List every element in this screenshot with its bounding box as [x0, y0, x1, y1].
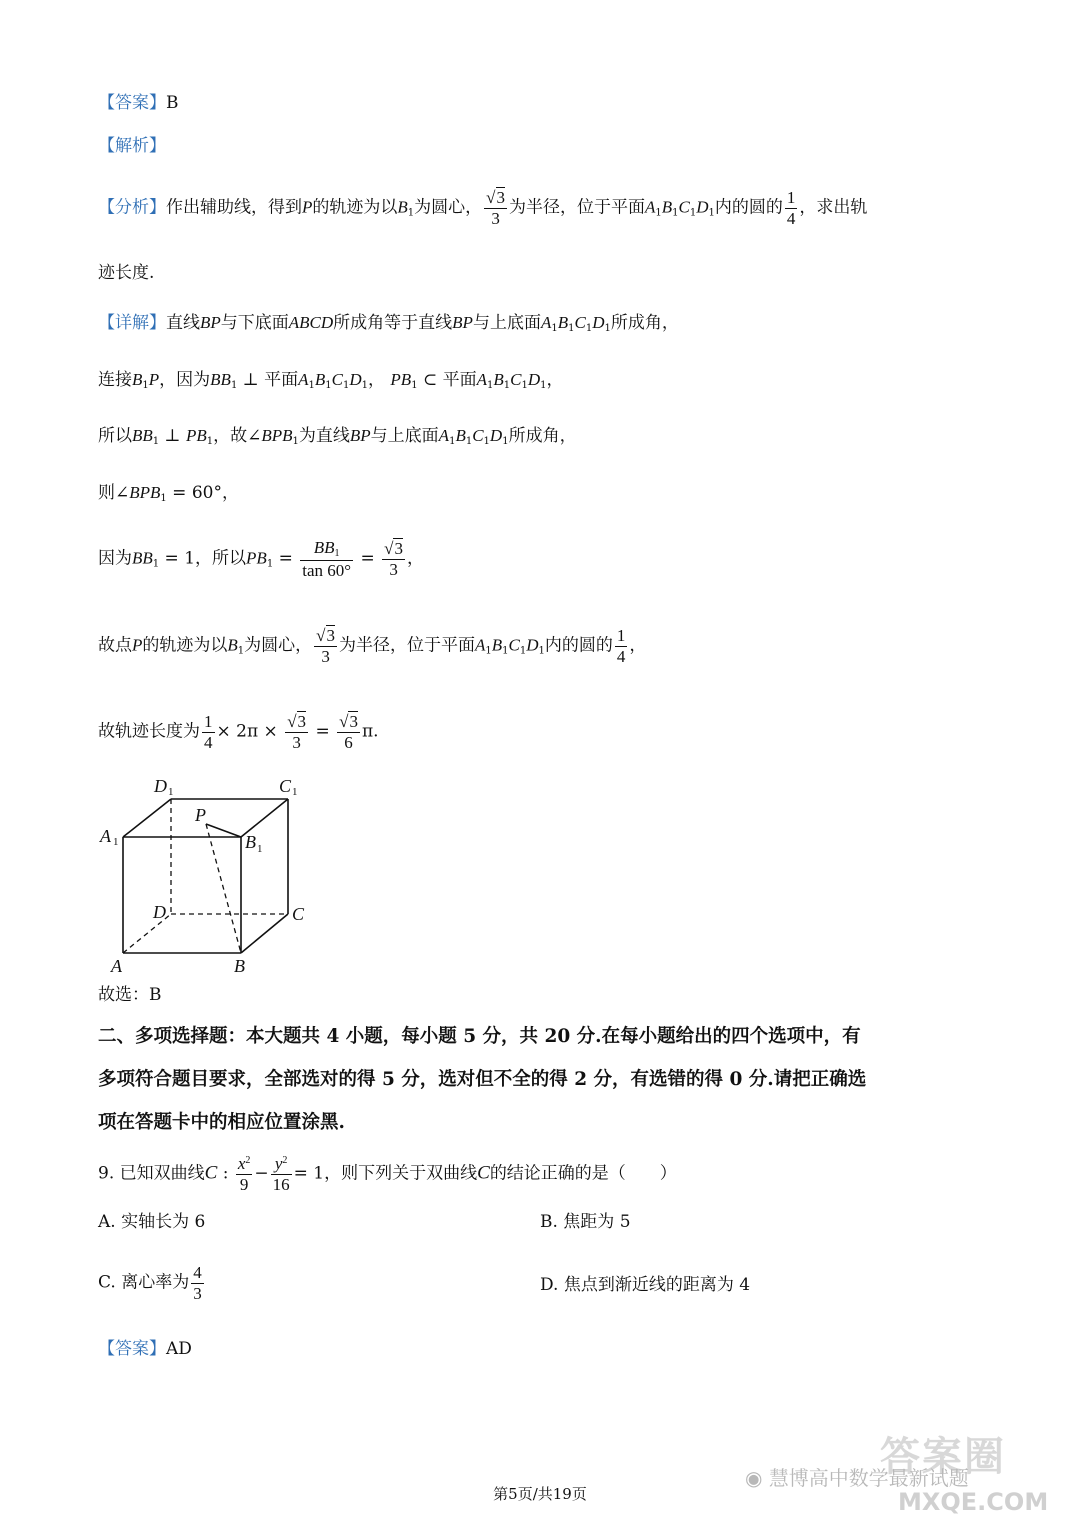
segment-pb1: [206, 824, 241, 837]
text: ，所以: [195, 548, 247, 569]
text: ，: [546, 370, 564, 390]
text: ，: [368, 370, 386, 390]
label-a: A: [111, 956, 122, 976]
option-c-text: C. 离心率为: [98, 1272, 190, 1293]
option-b: B. 焦距为 5: [540, 1212, 631, 1232]
segment-pb-hidden: [206, 824, 241, 953]
section2-line1: 二、多项选择题：本大题共 4 小题，每小题 5 分，共 20 分.在每小题给出的四个选项中，有: [98, 1026, 861, 1047]
text: 所成角，: [508, 426, 577, 446]
label-sub: 1: [168, 786, 174, 798]
y2-over-16: $\frac{y^2}{16}$: [272, 1154, 290, 1194]
xiangjie-line-1: 【详解】直线BP与下底面ABCD所成角等于直线BP与上底面$A_1B_1C_1D_1$所成角，: [98, 313, 679, 334]
label-b1: B: [245, 832, 256, 852]
text: 内的圆的: [544, 635, 613, 656]
one-quarter: $\frac{1}{4}$: [786, 188, 796, 228]
text: 故轨迹长度为: [98, 721, 200, 742]
analysis-tag: 【解析】: [98, 136, 166, 156]
answer2-line: [98, 1341, 192, 1358]
wechat-icon: ◉: [745, 1466, 763, 1490]
q9-num: 9. 已知双曲线: [98, 1163, 205, 1184]
guxuan: 故选：B: [98, 985, 162, 1005]
text: 与下底面: [220, 313, 289, 333]
text: 为圆心，: [244, 635, 313, 656]
watermark-logo: 答案圈: [880, 1434, 1006, 1480]
watermark-site: MXQE.COM: [898, 1488, 1049, 1516]
sqrt3-over-3: $\frac{√3}{3}$: [384, 538, 403, 579]
text: 所以: [98, 426, 132, 446]
answer-tag: 【答案】: [98, 93, 166, 113]
text: .: [373, 721, 379, 742]
text: ，: [221, 483, 239, 503]
text: 与上底面: [370, 426, 439, 446]
text: 为圆心，: [414, 197, 483, 218]
edge-a1d1: [123, 799, 171, 837]
label-a1: A: [100, 826, 111, 846]
one-quarter: $\frac{1}{4}$: [204, 712, 213, 752]
label-c1: C: [279, 776, 292, 796]
text: 作出辅助线，得到: [166, 197, 302, 218]
sqrt3-over-3: $\frac{√3}{3}$: [486, 188, 505, 228]
label-sub: 1: [292, 786, 298, 798]
xiangjie-line-6: 故点P的轨迹为以$B_1$为圆心， $\frac{√3}{3}$ 为半径，位于平面$A_1B_1C_1D_1$内的圆的 $\frac{1}{4}$ ，: [98, 626, 647, 666]
xiangjie-line-4: 则$\angle BPB_1 = 60^\circ$，: [98, 483, 239, 504]
watermark-account-text: 慧博高中数学最新试题: [768, 1466, 969, 1490]
text: ，因为: [159, 370, 211, 390]
cube-figure: [96, 772, 326, 982]
label-d: D: [153, 902, 166, 922]
fenxi-tag: 【分析】: [98, 197, 166, 218]
sqrt3-over-3: $\frac{√3}{3}$: [316, 626, 335, 666]
text: ，则下列关于双曲线: [324, 1163, 478, 1184]
text: 与上底面: [472, 313, 541, 333]
sqrt3-over-3: $\frac{√3}{3}$: [287, 712, 307, 752]
label-b: B: [234, 956, 245, 976]
xiangjie-line-5: 因为$BB_1 = 1$，所以$PB_1$ = $\frac{BB_1}{\tan 60^\circ}$ = $\frac{√3}{3}$ ，: [98, 538, 424, 580]
answer2-value: AD: [166, 1339, 192, 1359]
text: ，求出轨: [799, 197, 868, 218]
label-d1: D: [154, 776, 167, 796]
text: 内的圆的: [714, 197, 783, 218]
text: 因为: [98, 548, 132, 569]
edge-bc: [241, 914, 288, 953]
answer-line: [98, 95, 179, 112]
xiangjie-line-7: 故轨迹长度为 $\frac{1}{4}$ × 2π × $\frac{√3}{3}$ = $\frac{√3}{6}$ π.: [98, 712, 379, 752]
text: ，: [406, 548, 424, 569]
fenxi-line: 【分析】作出辅助线，得到P的轨迹为以$B_1$为圆心， $\frac{√3}{3}$ 为半径，位于平面$A_1B_1C_1D_1$内的圆的 $\frac{1}{4}$ ，求出轨: [98, 188, 868, 228]
frac-bb1-tan60: $\frac{BB_1}{\tan 60^\circ}$: [302, 538, 352, 580]
xiangjie-line-2: 连接$B_1P$，因为$BB_1$ ⊥ 平面$A_1B_1C_1D_1$， $PB_1$ ⊂ 平面$A_1B_1C_1D_1$，: [98, 370, 564, 391]
fenxi-cont: 迹长度.: [98, 263, 155, 283]
text: 所成角等于直线: [333, 313, 453, 333]
text: 为半径，位于平面: [339, 635, 475, 656]
text: ，: [629, 635, 647, 656]
q9-stem: 9. 已知双曲线C : $\frac{x^2}{9}$ − $\frac{y^2}{16}$ = 1，则下列关于双曲线C的结论正确的是（ ）: [98, 1154, 677, 1194]
text: 故点: [98, 635, 132, 656]
text: 的轨迹为以: [142, 635, 228, 656]
answer-value: B: [166, 93, 179, 113]
text: 所成角，: [610, 313, 679, 333]
xiangjie-line-3: 所以$BB_1$ ⊥ $PB_1$，故$\angle BPB_1$为直线BP与上底面$A_1B_1C_1D_1$所成角，: [98, 426, 577, 447]
text: 平面: [442, 370, 477, 390]
text: 为半径，位于平面: [509, 197, 645, 218]
section2-line3: 项在答题卡中的相应位置涂黑.: [98, 1112, 345, 1133]
option-d: D. 焦点到渐近线的距离为 4: [540, 1275, 751, 1295]
x2-over-9: $\frac{x^2}{9}$: [237, 1154, 251, 1194]
text: 的轨迹为以: [312, 197, 398, 218]
xiangjie-tag: 【详解】: [98, 313, 166, 333]
label-sub: 1: [113, 836, 119, 848]
text: 的结论正确的是（ ）: [489, 1163, 677, 1184]
section2-line2: 多项符合题目要求，全部选对的得 5 分，选对但不全的得 2 分，有选错的得 0 分.请把正确选: [98, 1069, 867, 1090]
sqrt3-over-6: $\frac{√3}{6}$: [339, 712, 358, 752]
label-p: P: [195, 805, 206, 825]
text: 为直线: [298, 426, 350, 446]
label-c: C: [292, 904, 305, 924]
option-a: A. 实轴长为 6: [98, 1212, 206, 1232]
four-thirds: $\frac{4}{3}$: [193, 1263, 202, 1303]
option-c: [98, 1263, 206, 1303]
text: 连接: [98, 370, 132, 390]
page-footer: 第5页/共19页: [493, 1485, 587, 1503]
text: ，故: [213, 426, 248, 446]
one-quarter: $\frac{1}{4}$: [616, 626, 626, 666]
label-sub: 1: [257, 843, 263, 855]
text: 则: [98, 483, 115, 503]
answer2-tag: 【答案】: [98, 1339, 166, 1359]
text: 直线: [166, 313, 200, 333]
text: 平面: [264, 370, 299, 390]
